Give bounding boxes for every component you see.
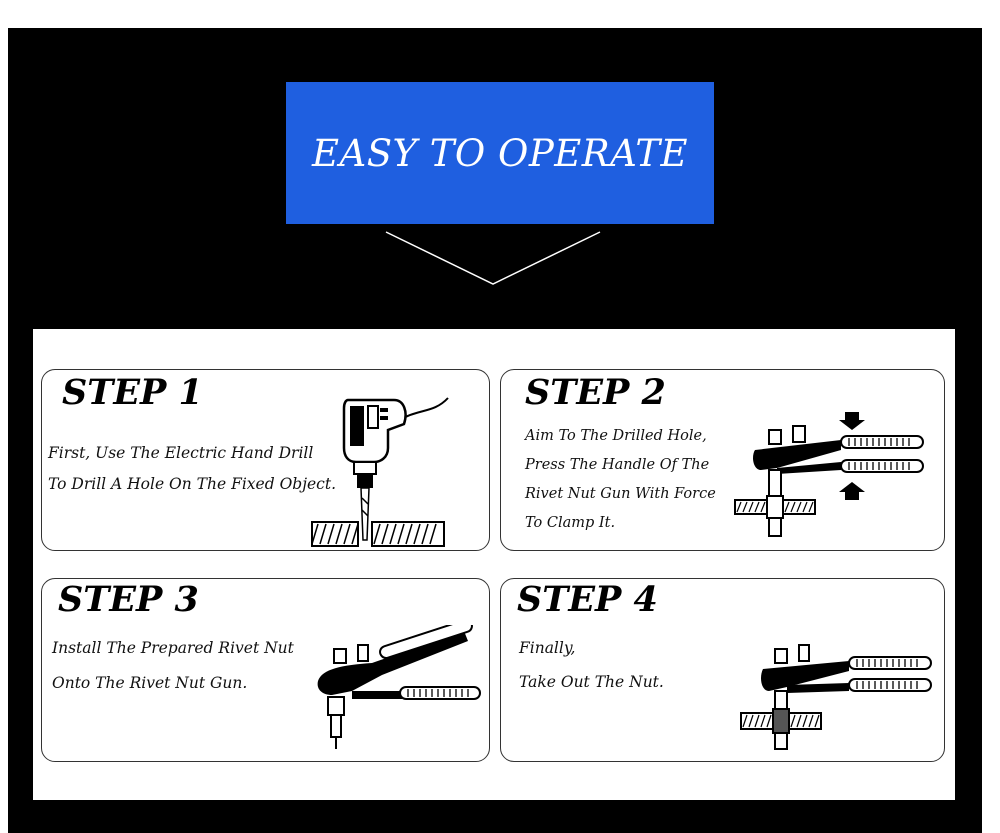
step-1-line-2: To Drill A Hole On The Fixed Object. [48, 475, 337, 493]
step-3-text [52, 631, 294, 701]
step-3-line-1: Install The Prepared Rivet Nut [52, 639, 294, 657]
step-1-text [48, 438, 336, 500]
step-3-line-2: Onto The Rivet Nut Gun. [52, 674, 248, 692]
step-4-card [500, 578, 945, 762]
step-2-line-3: Rivet Nut Gun With Force [525, 486, 716, 502]
step-2-line-4: To Clamp It. [525, 515, 616, 531]
step-3-title: STEP 3 [58, 579, 199, 620]
step-1-card [41, 369, 490, 551]
step-2-card [500, 369, 945, 551]
step-4-title: STEP 4 [517, 579, 658, 620]
step-2-title: STEP 2 [525, 372, 666, 413]
banner-title [286, 82, 714, 224]
rivet-gun-icon [312, 625, 482, 755]
banner-title-text: EASY TO OPERATE [311, 131, 689, 175]
step-1-line-1: First, Use The Electric Hand Drill [48, 444, 314, 462]
step-3-card [41, 578, 490, 762]
step-4-line-1: Finally, [519, 639, 576, 657]
step-4-line-2: Take Out The Nut. [519, 673, 664, 691]
chevron-down-icon [380, 228, 610, 290]
step-4-text [519, 631, 664, 699]
step-2-text [525, 422, 716, 538]
step-2-line-2: Press The Handle Of The [525, 457, 710, 473]
rivet-gun-finish-icon [737, 635, 937, 765]
electric-drill-icon [308, 378, 468, 548]
step-2-line-1: Aim To The Drilled Hole, [525, 428, 707, 444]
step-1-title: STEP 1 [62, 372, 203, 413]
rivet-gun-clamp-icon [731, 406, 931, 546]
